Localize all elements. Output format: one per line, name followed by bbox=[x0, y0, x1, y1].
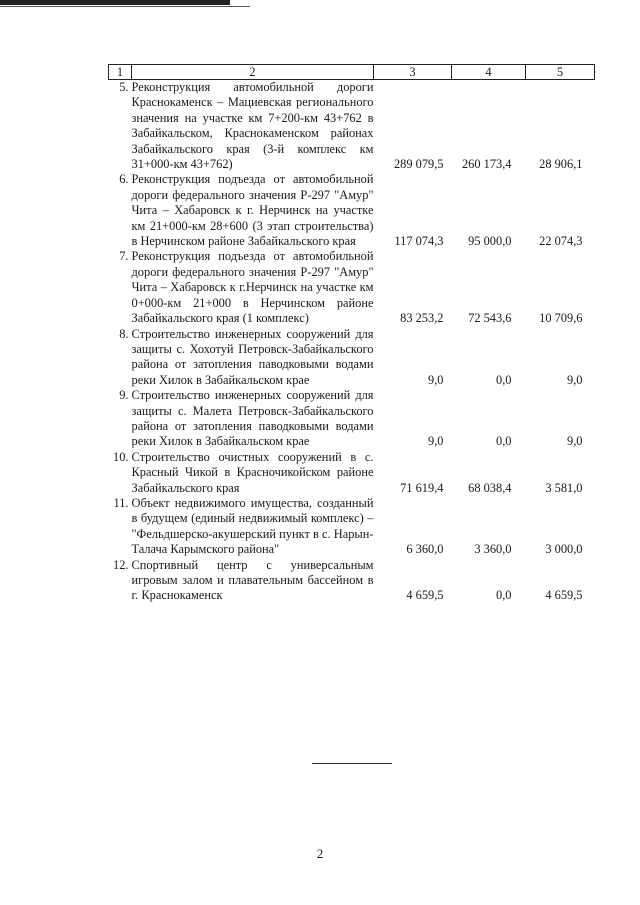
row-index: 5. bbox=[119, 80, 129, 94]
row-index: 7. bbox=[119, 249, 129, 264]
budget-table bbox=[108, 64, 595, 604]
row-value-col5: 10 709,6 bbox=[539, 311, 583, 326]
row-value-col5: 9,0 bbox=[567, 372, 583, 387]
table-row bbox=[109, 172, 595, 249]
row-index: 10. bbox=[113, 449, 129, 464]
row-name: Строительство очистных сооружений в с. Красный Чикой в Красночикойском районе Забайкальского края bbox=[131, 449, 374, 495]
row-name: Объект недвижимого имущества, созданный в будущем (единый недвижимый комплекс) – "Фельдшерско-акушерский пункт в с. Нарын-Талача Карымского района" bbox=[131, 495, 374, 557]
row-value-total: 289 079,5 bbox=[393, 157, 444, 172]
row-value-col4: 0,0 bbox=[496, 434, 512, 449]
header-cell-3: 3 bbox=[374, 65, 452, 80]
row-name: Реконструкция подъезда от автомобильной дороги федерального значения Р-297 "Амур" Чита – Хабаровск к г. Нерчинск на участке км 21+000-км 28+600 (3 этап строительства) в Нерчинском районе Забайкальского края bbox=[131, 172, 374, 249]
row-value-col5: 22 074,3 bbox=[539, 234, 583, 249]
row-value-total: 4 659,5 bbox=[406, 588, 444, 603]
header-cell-2: 2 bbox=[132, 65, 374, 80]
table-row bbox=[109, 388, 595, 450]
header-row bbox=[109, 65, 595, 80]
row-value-total: 9,0 bbox=[428, 372, 444, 387]
row-value-col5: 9,0 bbox=[567, 434, 583, 449]
table-row bbox=[109, 80, 595, 173]
row-value-total: 83 253,2 bbox=[400, 311, 444, 326]
bottom-rule bbox=[312, 763, 392, 764]
row-value-col4: 260 173,4 bbox=[461, 157, 512, 172]
row-value-col5: 3 000,0 bbox=[545, 542, 583, 557]
row-value-col5: 4 659,5 bbox=[545, 588, 583, 603]
row-name: Реконструкция автомобильной дороги Краснокаменск – Мациевская регионального значения на участке км 7+200-км 43+762 в Забайкальском, Краснокаменском районах Забайкальского края (3-й комплекс км 31+000-км 43+762) bbox=[131, 80, 374, 172]
header-cell-1: 1 bbox=[109, 65, 132, 80]
table-row bbox=[109, 450, 595, 496]
table-row bbox=[109, 327, 595, 389]
row-value-total: 6 360,0 bbox=[406, 542, 444, 557]
row-name: Реконструкция подъезда от автомобильной дороги федерального значения Р-297 "Амур" Чита – Хабаровск к г.Нерчинск на участке км 0+000-км 21+000 в Нерчинском районе Забайкальского края (1 комплекс) bbox=[131, 249, 374, 326]
row-value-col5: 3 581,0 bbox=[545, 480, 583, 495]
row-value-total: 71 619,4 bbox=[400, 480, 444, 495]
row-index: 6. bbox=[119, 172, 129, 187]
row-value-col4: 0,0 bbox=[496, 588, 512, 603]
row-value-col5: 28 906,1 bbox=[539, 157, 583, 172]
table-row bbox=[109, 496, 595, 558]
header-cell-5: 5 bbox=[526, 65, 595, 80]
header-cell-4: 4 bbox=[452, 65, 526, 80]
row-name: Спортивный центр с универсальным игровым залом и плавательным бассейном в г. Краснокаменск bbox=[131, 557, 374, 603]
row-value-total: 9,0 bbox=[428, 434, 444, 449]
top-rule-thin bbox=[0, 6, 250, 7]
table-row bbox=[109, 249, 595, 326]
row-index: 11. bbox=[113, 495, 129, 510]
row-index: 12. bbox=[113, 557, 129, 572]
row-name: Строительство инженерных сооружений для защиты с. Хохотуй Петровск-Забайкальского района от затопления паводковыми водами реки Хилок в Забайкальском крае bbox=[131, 326, 374, 387]
row-index: 9. bbox=[119, 388, 129, 403]
row-value-col4: 95 000,0 bbox=[468, 234, 512, 249]
row-value-col4: 0,0 bbox=[496, 372, 512, 387]
row-name: Строительство инженерных сооружений для защиты с. Малета Петровск-Забайкальского района от затопления паводковыми водами реки Хилок в Забайкальском крае bbox=[131, 388, 374, 449]
row-value-col4: 68 038,4 bbox=[468, 480, 512, 495]
top-rule bbox=[0, 0, 230, 5]
row-value-col4: 3 360,0 bbox=[474, 542, 512, 557]
page-number: 2 bbox=[316, 846, 324, 861]
table-row bbox=[109, 558, 595, 604]
row-value-total: 117 074,3 bbox=[394, 234, 444, 249]
row-value-col4: 72 543,6 bbox=[468, 311, 512, 326]
row-index: 8. bbox=[119, 326, 129, 341]
